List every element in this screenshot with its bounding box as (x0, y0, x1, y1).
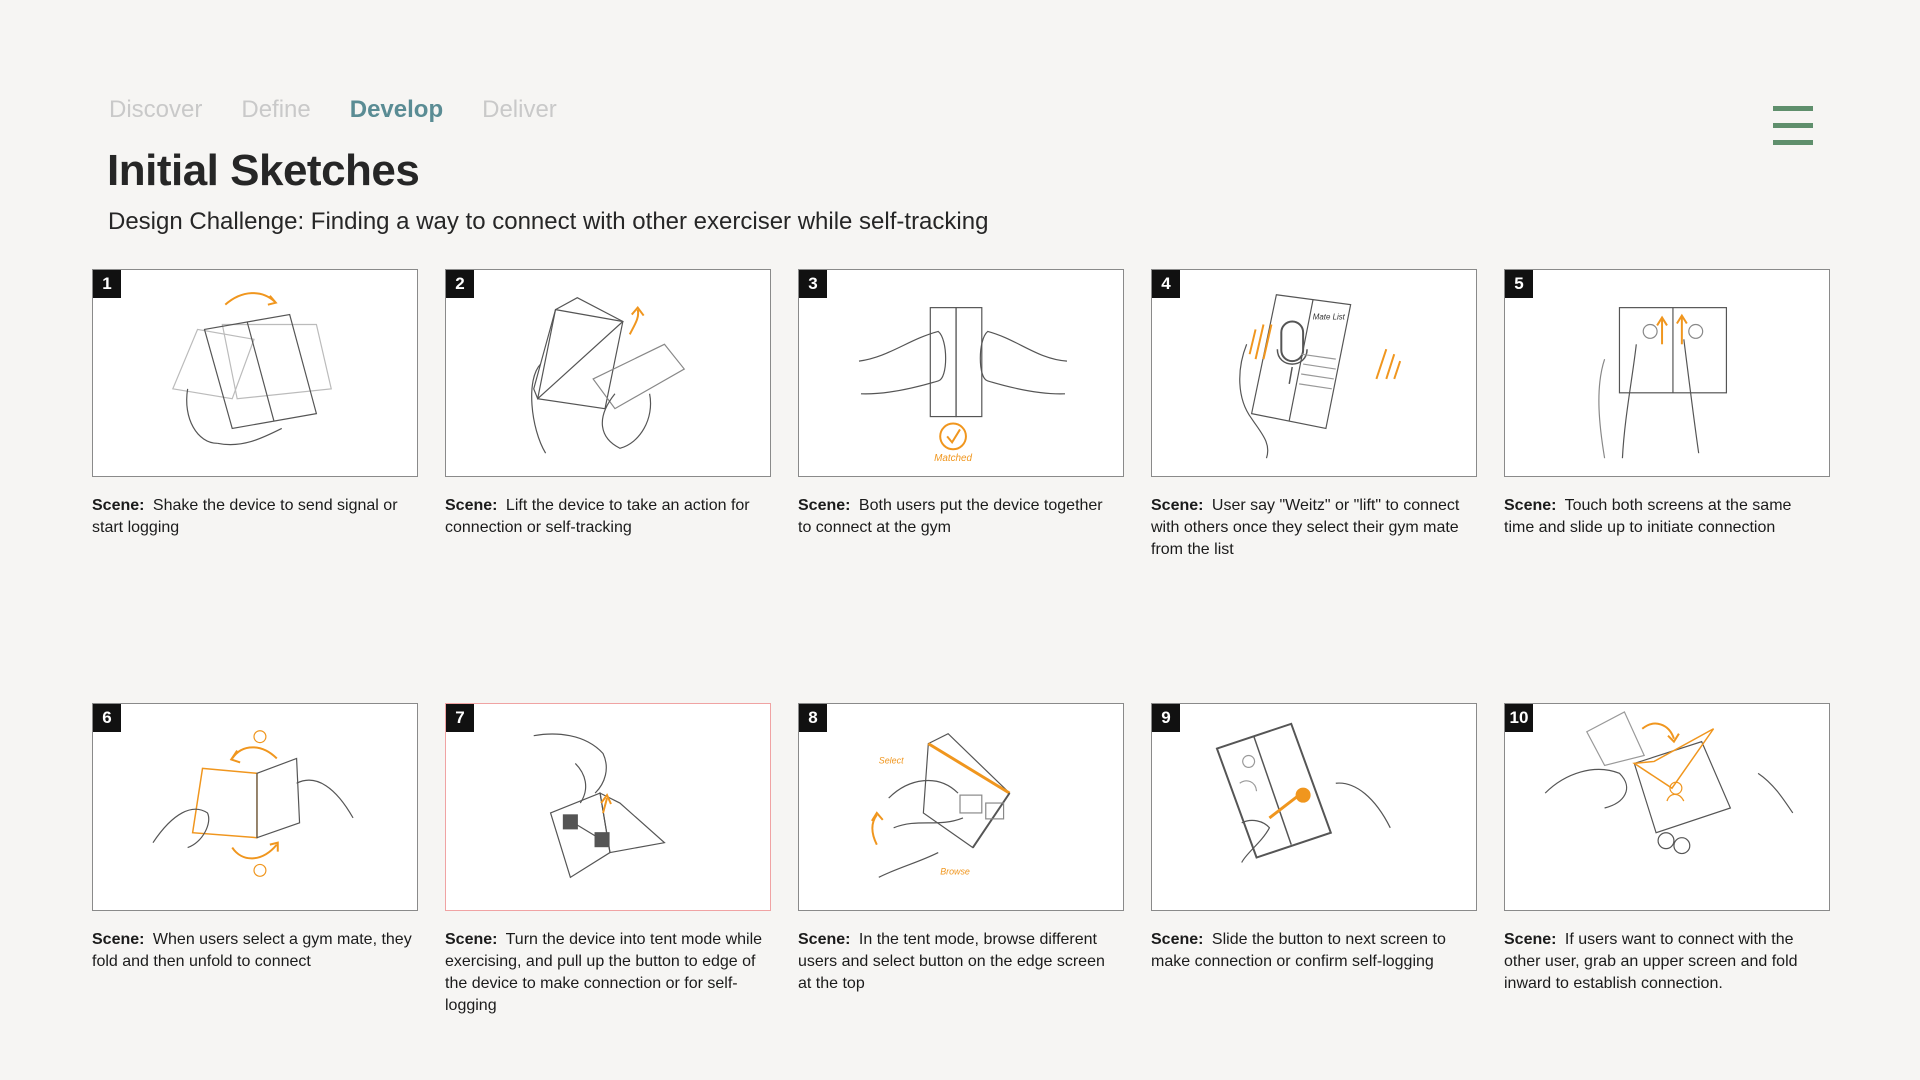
panel-number: 8 (799, 704, 827, 732)
scene-caption: Scene: User say "Weitz" or "lift" to connect with others once they select their gym mate from the list (1151, 497, 1460, 558)
panel-number: 2 (446, 270, 474, 298)
sketch-voice-command (1152, 270, 1476, 476)
nav-tab-define[interactable]: Define (241, 96, 311, 123)
scene-caption: Scene: Touch both screens at the same time and slide up to initiate connection (1504, 497, 1792, 536)
scene-caption: Scene: If users want to connect with the other user, grab an upper screen and fold inward to establish connection. (1504, 931, 1798, 992)
sketch-frame (1151, 269, 1477, 477)
phase-nav (109, 96, 557, 124)
sketch-panel (92, 703, 418, 1017)
nav-tab-discover[interactable]: Discover (109, 96, 203, 123)
sketch-shake-device (93, 270, 417, 476)
panel-number: 7 (446, 704, 474, 732)
select-label: Select (878, 755, 904, 766)
panel-number: 4 (1152, 270, 1180, 298)
panel-number: 9 (1152, 704, 1180, 732)
sketch-frame (1504, 703, 1830, 911)
sketch-frame (1504, 269, 1830, 477)
sketch-tent-browse (799, 704, 1123, 910)
sketch-row-2 (92, 703, 1830, 1017)
sketch-grab-fold (1505, 704, 1829, 910)
sketch-fold-unfold (93, 704, 417, 910)
scene-caption: Scene: In the tent mode, browse different users and select button on the edge screen at the top (798, 931, 1105, 992)
sketch-frame (798, 269, 1124, 477)
sketch-panel (445, 269, 771, 561)
scene-caption: Scene: Turn the device into tent mode while exercising, and pull up the button to edge of the device to make connection or for self-logging (445, 931, 763, 1014)
sketch-panel (798, 269, 1124, 561)
sketch-slide-button (1152, 704, 1476, 910)
sketch-frame (445, 703, 771, 911)
panel-number: 10 (1505, 704, 1533, 732)
sketch-row-1 (92, 269, 1830, 561)
sketch-frame (1151, 703, 1477, 911)
sketch-panel (1151, 703, 1477, 1017)
scene-caption: Scene: Shake the device to send signal or start logging (92, 497, 398, 536)
sketch-panel (1504, 269, 1830, 561)
matched-label: Matched (934, 453, 973, 465)
nav-tab-develop[interactable]: Develop (349, 96, 444, 123)
sketch-frame (92, 703, 418, 911)
scene-caption: Scene: Slide the button to next screen to make connection or confirm self-logging (1151, 931, 1446, 970)
sketch-panel (445, 703, 771, 1017)
sketch-lift-device (446, 270, 770, 476)
sketch-frame (92, 269, 418, 477)
hamburger-menu-icon[interactable] (1773, 106, 1813, 146)
panel-number: 6 (93, 704, 121, 732)
browse-label: Browse (940, 866, 970, 877)
design-challenge: Design Challenge: Finding a way to connect with other exerciser while self-tracking (108, 208, 989, 235)
scene-caption: Scene: Lift the device to take an action for connection or self-tracking (445, 497, 750, 536)
sketch-devices-together (799, 270, 1123, 476)
nav-tab-deliver[interactable]: Deliver (482, 96, 557, 123)
scene-caption: Scene: When users select a gym mate, they fold and then unfold to connect (92, 931, 412, 970)
scene-caption: Scene: Both users put the device together to connect at the gym (798, 497, 1103, 536)
sketch-panel (798, 703, 1124, 1017)
sketch-tent-mode (446, 704, 770, 910)
sketch-panel (1504, 703, 1830, 1017)
sketch-grid (92, 269, 1830, 1017)
sketch-panel (1151, 269, 1477, 561)
page-title: Initial Sketches (107, 146, 420, 195)
panel-number: 5 (1505, 270, 1533, 298)
sketch-frame (798, 703, 1124, 911)
sketch-frame (445, 269, 771, 477)
panel-number: 3 (799, 270, 827, 298)
sketch-panel (92, 269, 418, 561)
sketch-touch-slide (1505, 270, 1829, 476)
panel-number: 1 (93, 270, 121, 298)
mate-list-label: Mate List (1312, 312, 1345, 322)
